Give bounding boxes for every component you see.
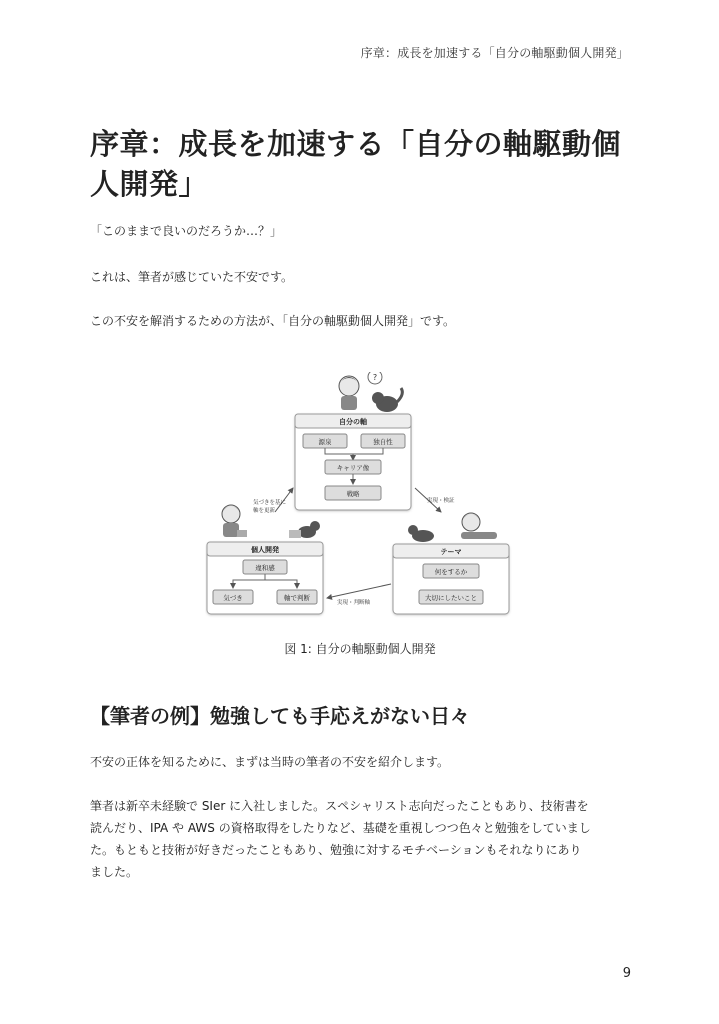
judge-by-axis-label: 軸で判断 <box>284 594 310 602</box>
arrow-label-update-axis-1: 気づきを基に <box>253 500 287 506</box>
cat-illustration-left <box>289 521 320 538</box>
thought-question-mark: ? <box>372 373 378 382</box>
body-line: た。もともと技術が好きだったこともあり、勉強に対するモチベーションもそれなりにあり <box>90 843 582 857</box>
cat-illustration-top <box>372 388 402 412</box>
section-body <box>90 795 630 883</box>
section-heading: 【筆者の例】勉強しても手応えがない日々 <box>90 704 470 728</box>
person-illustration-top <box>339 376 359 410</box>
page-content <box>90 124 630 883</box>
discomfort-label: 違和感 <box>255 564 275 572</box>
cycle-diagram <box>205 372 515 618</box>
figure <box>90 372 630 657</box>
body-line: 読んだり、IPA や AWS の資格取得をしたりなど、基礎を重視しつつ色々と勉強をしていまし <box>90 821 591 835</box>
source-label: 源泉 <box>318 438 332 446</box>
arrow-label-realize-verify: 実現・検証 <box>427 498 455 504</box>
own-axis-title-text: 自分の軸 <box>339 418 367 426</box>
uniqueness-label: 独自性 <box>373 438 393 446</box>
person-illustration-right <box>461 513 497 539</box>
personal-dev-title: 個人開発 <box>251 546 279 554</box>
arrow-label-realize-judge: 実現・判断軸 <box>337 600 371 606</box>
quote-paragraph: 「このままで良いのだろうか…？」 <box>90 224 283 238</box>
chapter-title: 序章：成長を加速する「自分の軸駆動個人開発」 <box>90 127 622 201</box>
arrow-theme-to-dev <box>327 584 391 598</box>
method-paragraph: この不安を解消するための方法が、「自分の軸駆動個人開発」です。 <box>90 314 456 328</box>
page-number: 9 <box>622 966 631 981</box>
figure-caption: 図 1: 自分の軸駆動個人開発 <box>284 642 436 656</box>
thought-bubble-icon <box>368 372 382 384</box>
body-line: ました。 <box>90 865 139 879</box>
body-line: 筆者は新卒未経験で SIer に入社しました。スペシャリスト志向だったこともあり、技術書を <box>90 799 589 813</box>
theme-box <box>393 544 509 614</box>
what-to-do-label: 何をするか <box>434 568 468 576</box>
strategy-label: 戦略 <box>346 490 360 498</box>
awareness-label: 気づき <box>223 594 243 602</box>
cat-illustration-right <box>408 525 434 542</box>
arrow-label-update-axis-2: 軸を更新 <box>253 508 276 514</box>
theme-title: テーマ <box>440 548 462 556</box>
person-illustration-left <box>222 505 247 537</box>
what-to-value-label: 大切にしたいこと <box>425 594 477 602</box>
personal-dev-box <box>207 542 323 614</box>
running-header: 序章：成長を加速する「自分の軸駆動個人開発」 <box>360 46 629 60</box>
section-intro: 不安の正体を知るために、まずは当時の筆者の不安を紹介します。 <box>90 755 450 769</box>
own-axis-box <box>295 414 411 510</box>
career-image-label: キャリア像 <box>336 464 370 472</box>
anxiety-paragraph: これは、筆者が感じていた不安です。 <box>90 270 294 284</box>
